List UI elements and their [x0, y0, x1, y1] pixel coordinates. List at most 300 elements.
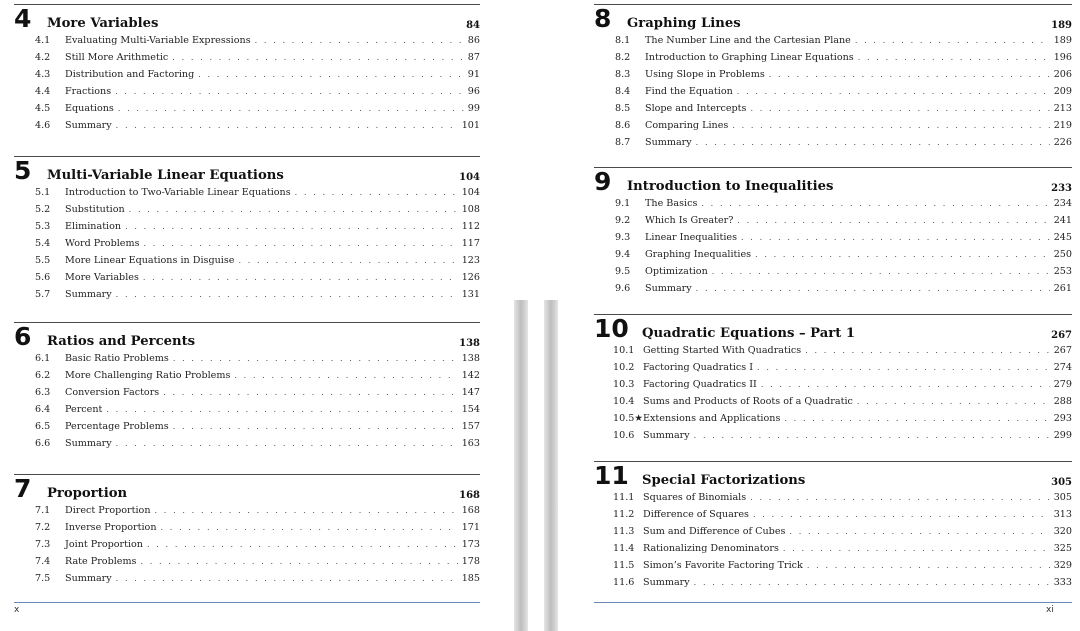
- section-number: 11.4: [613, 543, 635, 554]
- dot-leader: [783, 540, 1050, 557]
- section-page: 206: [1053, 69, 1072, 80]
- dot-leader: [696, 280, 1050, 297]
- chapter-rule: [594, 167, 1072, 168]
- section-title: Slope and Intercepts: [645, 103, 747, 114]
- section-page: 333: [1053, 577, 1072, 588]
- chapter-heading[interactable]: [594, 314, 1072, 343]
- section-page: 154: [461, 404, 480, 415]
- section-page: 213: [1053, 103, 1072, 114]
- section-page: 104: [461, 187, 480, 198]
- toc-entry[interactable]: [14, 32, 480, 49]
- chapter-5: [14, 156, 480, 303]
- section-number: 10.3: [613, 379, 635, 390]
- toc-entry[interactable]: [594, 489, 1072, 506]
- toc-entry[interactable]: [594, 506, 1072, 523]
- dot-leader: [116, 286, 458, 303]
- chapter-heading[interactable]: [14, 156, 480, 185]
- section-number: 6.1: [35, 353, 51, 364]
- dot-leader: [106, 401, 457, 418]
- chapter-rule: [14, 156, 480, 157]
- toc-entry[interactable]: [14, 100, 480, 117]
- toc-entry[interactable]: [594, 117, 1072, 134]
- toc-entry[interactable]: [594, 280, 1072, 297]
- dot-leader: [712, 263, 1050, 280]
- chapter-number: 11: [594, 461, 629, 490]
- section-title: Factoring Quadratics II: [643, 379, 757, 390]
- section-title: Inverse Proportion: [65, 522, 157, 533]
- section-page: 219: [1053, 120, 1072, 131]
- section-number: 9.3: [615, 232, 631, 243]
- section-page: 320: [1053, 526, 1072, 537]
- section-number: 9.2: [615, 215, 631, 226]
- section-title: Rationalizing Denominators: [643, 543, 779, 554]
- section-number: 5.2: [35, 204, 51, 215]
- section-page: 138: [461, 353, 480, 364]
- section-number: 7.1: [35, 505, 51, 516]
- chapter-heading[interactable]: [14, 4, 480, 33]
- section-title: Still More Arithmetic: [65, 52, 169, 63]
- section-title: Percentage Problems: [65, 421, 169, 432]
- section-page: 173: [461, 539, 480, 550]
- toc-entry[interactable]: [14, 570, 480, 587]
- toc-entry[interactable]: [14, 117, 480, 134]
- section-page: 126: [461, 272, 480, 283]
- section-page: 241: [1053, 215, 1072, 226]
- toc-entry[interactable]: [594, 359, 1072, 376]
- section-title: Substitution: [65, 204, 125, 215]
- section-page: 87: [467, 52, 480, 63]
- section-number: 4.3: [35, 69, 51, 80]
- section-number: 7.2: [35, 522, 51, 533]
- dot-leader: [858, 49, 1050, 66]
- section-title: Conversion Factors: [65, 387, 160, 398]
- toc-entry[interactable]: [594, 410, 1072, 427]
- section-page: 86: [467, 35, 480, 46]
- right-page: [558, 0, 1080, 631]
- section-page: 299: [1053, 430, 1072, 441]
- section-number: 4.6: [35, 120, 51, 131]
- section-title: Find the Equation: [645, 86, 733, 97]
- toc-entry[interactable]: [594, 100, 1072, 117]
- dot-leader: [118, 100, 464, 117]
- left-page: [0, 0, 502, 631]
- chapter-number: 6: [14, 322, 32, 351]
- section-number: 6.2: [35, 370, 51, 381]
- section-number: 9.4: [615, 249, 631, 260]
- chapter-number: 7: [14, 474, 32, 503]
- dot-leader: [694, 574, 1050, 591]
- chapter-number: 8: [594, 4, 612, 33]
- chapter-page: 104: [459, 172, 480, 183]
- section-title: Squares of Binomials: [643, 492, 747, 503]
- section-page: 313: [1053, 509, 1072, 520]
- section-page: 91: [467, 69, 480, 80]
- dot-leader: [750, 100, 1049, 117]
- dot-leader: [741, 229, 1050, 246]
- section-number: 6.6: [35, 438, 51, 449]
- toc-entry[interactable]: [594, 246, 1072, 263]
- chapter-page: 267: [1051, 330, 1072, 341]
- chapter-4: [14, 4, 480, 134]
- chapter-rule: [14, 474, 480, 475]
- section-title: Evaluating Multi-Variable Expressions: [65, 35, 251, 46]
- toc-entry[interactable]: [14, 235, 480, 252]
- dot-leader: [116, 435, 458, 452]
- dot-leader: [696, 134, 1050, 151]
- toc-entry[interactable]: [594, 427, 1072, 444]
- section-number: 6.4: [35, 404, 51, 415]
- dot-leader: [805, 342, 1049, 359]
- toc-entry[interactable]: [14, 367, 480, 384]
- section-title: Summary: [65, 120, 112, 131]
- section-page: 178: [461, 556, 480, 567]
- toc-entry[interactable]: [14, 83, 480, 100]
- chapter-page: 168: [459, 490, 480, 501]
- toc-entry[interactable]: [14, 418, 480, 435]
- section-page: 279: [1053, 379, 1072, 390]
- chapter-9: [594, 167, 1072, 297]
- section-number: 8.6: [615, 120, 631, 131]
- section-page: 142: [461, 370, 480, 381]
- section-number: 10.2: [613, 362, 635, 373]
- section-number: 6.3: [35, 387, 51, 398]
- section-page: 185: [461, 573, 480, 584]
- section-title: Fractions: [65, 86, 112, 97]
- dot-leader: [807, 557, 1050, 574]
- page-folio: xi: [1046, 605, 1054, 615]
- section-title: Getting Started With Quadratics: [643, 345, 802, 356]
- section-number: 9.5: [615, 266, 631, 277]
- toc-entry[interactable]: [14, 269, 480, 286]
- section-number: 10.6: [613, 430, 635, 441]
- section-number: 10.5★: [613, 413, 643, 424]
- section-title: The Number Line and the Cartesian Plane: [645, 35, 851, 46]
- section-number: 7.3: [35, 539, 51, 550]
- toc-entry[interactable]: [594, 195, 1072, 212]
- dot-leader: [737, 83, 1050, 100]
- section-title: The Basics: [645, 198, 698, 209]
- chapter-rule: [14, 4, 480, 5]
- section-page: 147: [461, 387, 480, 398]
- section-title: Comparing Lines: [645, 120, 729, 131]
- dot-leader: [147, 536, 458, 553]
- toc-entry[interactable]: [14, 384, 480, 401]
- dot-leader: [172, 49, 463, 66]
- dot-leader: [757, 359, 1050, 376]
- dot-leader: [255, 32, 464, 49]
- section-number: 5.3: [35, 221, 51, 232]
- dot-leader: [163, 384, 457, 401]
- section-page: 245: [1053, 232, 1072, 243]
- chapter-rule: [14, 322, 480, 323]
- chapter-rule: [594, 461, 1072, 462]
- chapter-title: Introduction to Inequalities: [627, 179, 834, 194]
- section-page: 274: [1053, 362, 1072, 373]
- section-page: 226: [1053, 137, 1072, 148]
- chapter-number: 10: [594, 314, 629, 343]
- section-number: 7.5: [35, 573, 51, 584]
- toc-entry[interactable]: [594, 342, 1072, 359]
- section-title: Word Problems: [65, 238, 140, 249]
- section-number: 5.5: [35, 255, 51, 266]
- section-page: 96: [467, 86, 480, 97]
- toc-entry[interactable]: [14, 350, 480, 367]
- dot-leader: [129, 201, 458, 218]
- section-number: 5.1: [35, 187, 51, 198]
- section-title: Introduction to Graphing Linear Equations: [645, 52, 854, 63]
- dot-leader: [140, 553, 457, 570]
- toc-entry[interactable]: [594, 212, 1072, 229]
- section-title: Summary: [645, 137, 692, 148]
- section-number: 11.6: [613, 577, 635, 588]
- section-number: 5.4: [35, 238, 51, 249]
- section-page: 108: [461, 204, 480, 215]
- chapter-8: [594, 4, 1072, 151]
- chapter-11: [594, 461, 1072, 591]
- dot-leader: [173, 350, 458, 367]
- section-number: 4.4: [35, 86, 51, 97]
- toc-entry[interactable]: [594, 557, 1072, 574]
- toc-entry[interactable]: [594, 134, 1072, 151]
- section-number: 4.2: [35, 52, 51, 63]
- section-title: Rate Problems: [65, 556, 137, 567]
- dot-leader: [732, 117, 1049, 134]
- section-page: 123: [461, 255, 480, 266]
- dot-leader: [755, 246, 1050, 263]
- toc-entry[interactable]: [594, 574, 1072, 591]
- section-title: Summary: [643, 577, 690, 588]
- dot-leader: [855, 32, 1050, 49]
- toc-entry[interactable]: [14, 401, 480, 418]
- section-page: 99: [467, 103, 480, 114]
- section-title: Distribution and Factoring: [65, 69, 195, 80]
- section-number: 9.6: [615, 283, 631, 294]
- section-title: Introduction to Two-Variable Linear Equations: [65, 187, 291, 198]
- toc-entry[interactable]: [594, 523, 1072, 540]
- dot-leader: [161, 519, 458, 536]
- toc-entry[interactable]: [594, 83, 1072, 100]
- toc-entry[interactable]: [14, 502, 480, 519]
- toc-entry[interactable]: [14, 66, 480, 83]
- footer-rule: [594, 602, 1072, 603]
- section-page: 101: [461, 120, 480, 131]
- toc-entry[interactable]: [14, 286, 480, 303]
- dot-leader: [173, 418, 458, 435]
- section-number: 8.1: [615, 35, 631, 46]
- chapter-title: Proportion: [47, 486, 128, 501]
- section-title: Extensions and Applications: [643, 413, 781, 424]
- section-page: 325: [1053, 543, 1072, 554]
- section-page: 112: [461, 221, 480, 232]
- section-title: More Linear Equations in Disguise: [65, 255, 235, 266]
- section-number: 8.2: [615, 52, 631, 63]
- section-number: 5.7: [35, 289, 51, 300]
- section-page: 117: [461, 238, 480, 249]
- chapter-heading[interactable]: [14, 474, 480, 503]
- dot-leader: [701, 195, 1049, 212]
- chapter-title: Graphing Lines: [627, 16, 741, 31]
- dot-leader: [769, 66, 1050, 83]
- section-number: 8.5: [615, 103, 631, 114]
- dot-leader: [198, 66, 464, 83]
- toc-entry[interactable]: [14, 201, 480, 218]
- section-title: Optimization: [645, 266, 708, 277]
- toc-entry[interactable]: [594, 393, 1072, 410]
- section-title: Linear Inequalities: [645, 232, 737, 243]
- dot-leader: [789, 523, 1049, 540]
- section-page: 196: [1053, 52, 1072, 63]
- toc-entry[interactable]: [14, 252, 480, 269]
- chapter-heading[interactable]: [594, 4, 1072, 33]
- gutter-left-shadow: [514, 300, 528, 631]
- section-title: Sums and Products of Roots of a Quadratic: [643, 396, 853, 407]
- chapter-number: 9: [594, 167, 612, 196]
- dot-leader: [694, 427, 1050, 444]
- toc-entry[interactable]: [594, 66, 1072, 83]
- dot-leader: [761, 376, 1050, 393]
- chapter-rule: [594, 314, 1072, 315]
- toc-entry[interactable]: [14, 519, 480, 536]
- dot-leader: [753, 506, 1050, 523]
- section-number: 6.5: [35, 421, 51, 432]
- section-page: 288: [1053, 396, 1072, 407]
- section-page: 305: [1053, 492, 1072, 503]
- section-page: 293: [1053, 413, 1072, 424]
- dot-leader: [784, 410, 1049, 427]
- section-page: 131: [461, 289, 480, 300]
- chapter-heading[interactable]: [594, 461, 1072, 490]
- section-title: Joint Proportion: [65, 539, 143, 550]
- toc-entry[interactable]: [14, 218, 480, 235]
- section-title: Which Is Greater?: [645, 215, 734, 226]
- chapter-number: 5: [14, 156, 32, 185]
- toc-entry[interactable]: [594, 540, 1072, 557]
- chapter-6: [14, 322, 480, 452]
- section-page: 171: [461, 522, 480, 533]
- section-title: Equations: [65, 103, 114, 114]
- chapter-heading[interactable]: [14, 322, 480, 351]
- section-title: Summary: [65, 573, 112, 584]
- section-page: 157: [461, 421, 480, 432]
- section-title: Graphing Inequalities: [645, 249, 752, 260]
- dot-leader: [143, 269, 458, 286]
- section-number: 11.2: [613, 509, 635, 520]
- dot-leader: [116, 570, 458, 587]
- chapter-rule: [594, 4, 1072, 5]
- section-title: More Variables: [65, 272, 139, 283]
- dot-leader: [295, 184, 458, 201]
- section-number: 11.1: [613, 492, 635, 503]
- chapter-number: 4: [14, 4, 32, 33]
- toc-entry[interactable]: [14, 49, 480, 66]
- dot-leader: [857, 393, 1050, 410]
- section-number: 8.4: [615, 86, 631, 97]
- section-title: Summary: [643, 430, 690, 441]
- toc-entry[interactable]: [594, 49, 1072, 66]
- toc-entry[interactable]: [594, 229, 1072, 246]
- section-number: 4.1: [35, 35, 51, 46]
- toc-entry[interactable]: [14, 435, 480, 452]
- section-page: 209: [1053, 86, 1072, 97]
- section-title: Summary: [645, 283, 692, 294]
- section-page: 250: [1053, 249, 1072, 260]
- section-number: 11.5: [613, 560, 635, 571]
- dot-leader: [155, 502, 458, 519]
- page-folio: x: [14, 605, 20, 615]
- toc-entry[interactable]: [594, 376, 1072, 393]
- section-number: 11.3: [613, 526, 635, 537]
- chapter-page: 84: [466, 20, 480, 31]
- section-number: 10.1: [613, 345, 635, 356]
- section-page: 234: [1053, 198, 1072, 209]
- dot-leader: [238, 252, 457, 269]
- gutter-right-shadow: [544, 300, 558, 631]
- section-title: Direct Proportion: [65, 505, 151, 516]
- section-title: Basic Ratio Problems: [65, 353, 169, 364]
- section-number: 9.1: [615, 198, 631, 209]
- section-title: Summary: [65, 289, 112, 300]
- chapter-page: 138: [459, 338, 480, 349]
- chapter-title: More Variables: [47, 16, 159, 31]
- section-number: 10.4: [613, 396, 635, 407]
- section-number: 8.7: [615, 137, 631, 148]
- section-number: 7.4: [35, 556, 51, 567]
- chapter-page: 233: [1051, 183, 1072, 194]
- section-title: Using Slope in Problems: [645, 69, 765, 80]
- section-title: Sum and Difference of Cubes: [643, 526, 786, 537]
- footer-rule: [14, 602, 480, 603]
- dot-leader: [115, 83, 464, 100]
- chapter-title: Special Factorizations: [642, 473, 806, 488]
- section-title: Difference of Squares: [643, 509, 749, 520]
- section-title: Summary: [65, 438, 112, 449]
- chapter-title: Quadratic Equations – Part 1: [642, 326, 856, 341]
- dot-leader: [144, 235, 458, 252]
- toc-entry[interactable]: [14, 184, 480, 201]
- section-title: Factoring Quadratics I: [643, 362, 754, 373]
- section-title: Simon’s Favorite Factoring Trick: [643, 560, 803, 571]
- chapter-title: Multi-Variable Linear Equations: [47, 168, 284, 183]
- dot-leader: [234, 367, 457, 384]
- section-number: 5.6: [35, 272, 51, 283]
- dot-leader: [125, 218, 458, 235]
- chapter-10: [594, 314, 1072, 444]
- chapter-title: Ratios and Percents: [47, 334, 196, 349]
- section-page: 267: [1053, 345, 1072, 356]
- toc-entry[interactable]: [594, 263, 1072, 280]
- section-number: 4.5: [35, 103, 51, 114]
- chapter-heading[interactable]: [594, 167, 1072, 196]
- section-page: 168: [461, 505, 480, 516]
- section-page: 261: [1053, 283, 1072, 294]
- chapter-7: [14, 474, 480, 587]
- chapter-page: 305: [1051, 477, 1072, 488]
- section-title: Elimination: [65, 221, 122, 232]
- toc-entry[interactable]: [14, 553, 480, 570]
- section-title: More Challenging Ratio Problems: [65, 370, 231, 381]
- dot-leader: [750, 489, 1050, 506]
- section-page: 329: [1053, 560, 1072, 571]
- section-page: 163: [461, 438, 480, 449]
- section-page: 189: [1053, 35, 1072, 46]
- toc-entry[interactable]: [594, 32, 1072, 49]
- toc-entry[interactable]: [14, 536, 480, 553]
- dot-leader: [737, 212, 1049, 229]
- chapter-page: 189: [1051, 20, 1072, 31]
- section-title: Percent: [65, 404, 103, 415]
- dot-leader: [116, 117, 458, 134]
- section-number: 8.3: [615, 69, 631, 80]
